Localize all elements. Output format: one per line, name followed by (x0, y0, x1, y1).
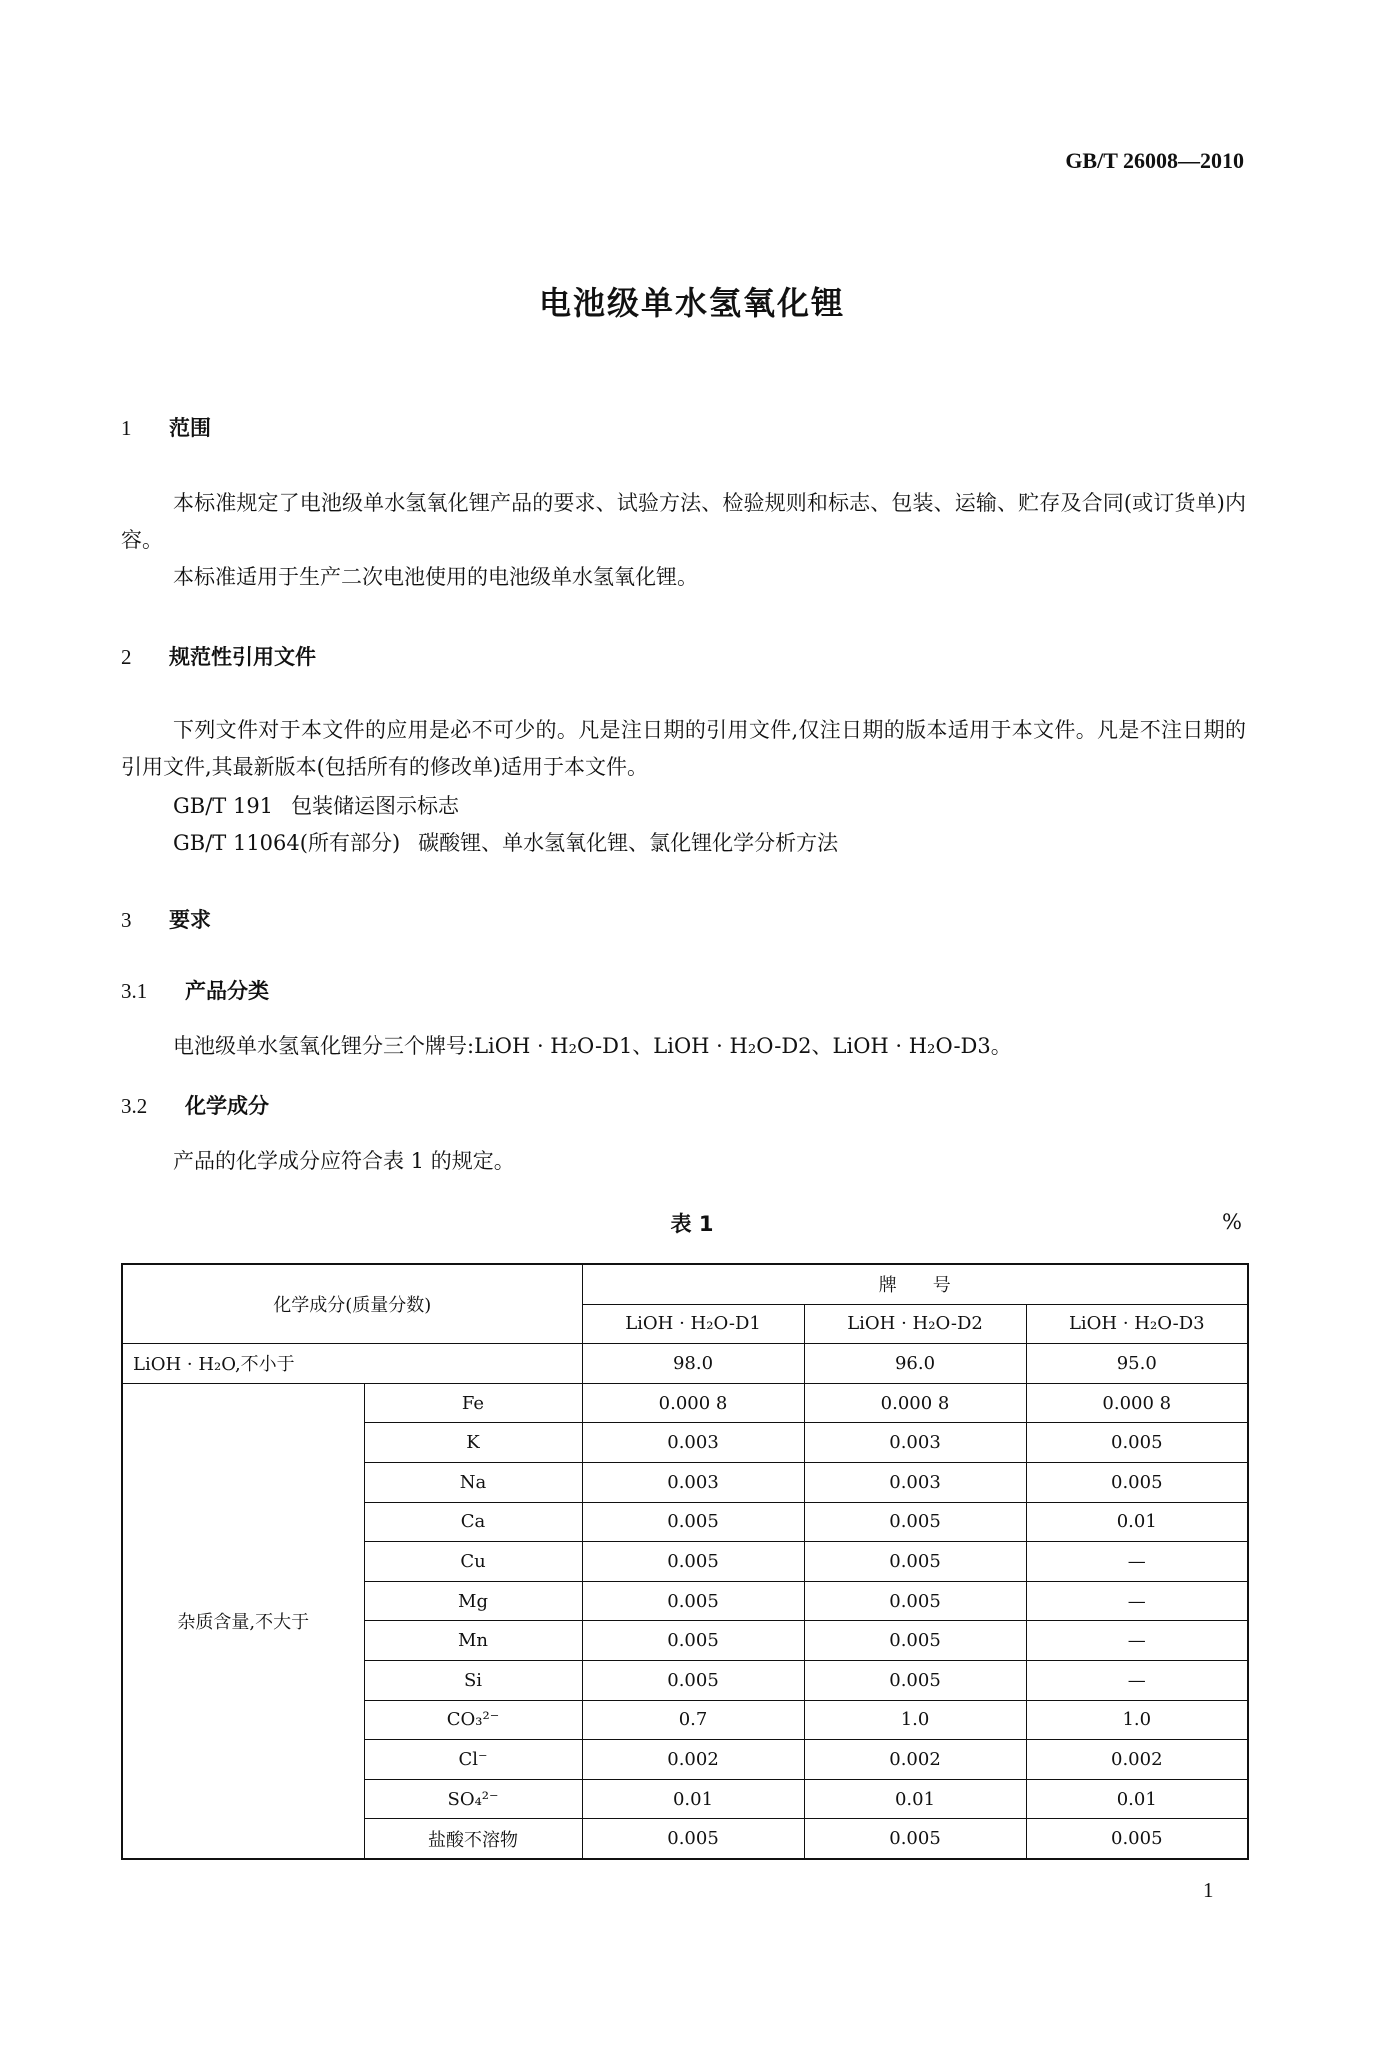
section-number: 3.1 (121, 979, 148, 1003)
impurity-name: Mn (364, 1621, 582, 1661)
table-cell: 0.003 (804, 1423, 1026, 1463)
header-component: 化学成分(质量分数) (122, 1264, 582, 1344)
table-cell: 0.005 (1026, 1423, 1248, 1463)
table-cell: 1.0 (1026, 1700, 1248, 1740)
table-cell: 96.0 (804, 1344, 1026, 1384)
table-cell: 0.005 (804, 1621, 1026, 1661)
table-unit: % (1222, 1210, 1242, 1234)
table-cell: 0.005 (804, 1660, 1026, 1700)
impurity-name: CO₃²⁻ (364, 1700, 582, 1740)
table-cell: 0.01 (1026, 1502, 1248, 1542)
reference-code: GB/T 11064(所有部分) (173, 831, 401, 855)
impurity-name: Cl⁻ (364, 1740, 582, 1780)
grade-d3: LiOH · H₂O-D3 (1026, 1304, 1248, 1344)
reference-title: 碳酸锂、单水氢氧化锂、氯化锂化学分析方法 (418, 831, 839, 855)
impurity-name: Cu (364, 1542, 582, 1582)
table-cell: 0.005 (582, 1542, 804, 1582)
table-cell: 0.005 (582, 1581, 804, 1621)
impurity-name: 盐酸不溶物 (364, 1819, 582, 1859)
table-cell: 0.002 (1026, 1740, 1248, 1780)
table-cell: 0.003 (804, 1462, 1026, 1502)
table-cell: 0.003 (582, 1462, 804, 1502)
section-title: 要求 (169, 908, 211, 932)
table-caption: 表 1 (670, 1212, 714, 1236)
section-title: 规范性引用文件 (169, 645, 316, 669)
table-cell: 0.005 (804, 1542, 1026, 1582)
section-3-1-heading (121, 975, 269, 1005)
section-title: 化学成分 (185, 1094, 269, 1118)
section-3-heading (121, 904, 211, 934)
table-cell: 0.005 (1026, 1462, 1248, 1502)
table-cell: — (1026, 1581, 1248, 1621)
table-cell: 0.7 (582, 1700, 804, 1740)
reference-item (173, 827, 838, 857)
reference-code: GB/T 191 (173, 794, 274, 818)
table-cell: — (1026, 1660, 1248, 1700)
table-row (122, 1344, 1248, 1384)
table-cell: — (1026, 1542, 1248, 1582)
impurity-name: Si (364, 1660, 582, 1700)
section-3-2-paragraph: 产品的化学成分应符合表 1 的规定。 (173, 1149, 515, 1173)
impurity-label: 杂质含量,不大于 (122, 1383, 364, 1859)
impurity-name: K (364, 1423, 582, 1463)
grade-d2: LiOH · H₂O-D2 (804, 1304, 1026, 1344)
table-cell: 0.005 (582, 1621, 804, 1661)
table-cell: 0.005 (582, 1660, 804, 1700)
section-number: 3.2 (121, 1094, 148, 1118)
impurity-name: Fe (364, 1383, 582, 1423)
table-cell: 0.005 (582, 1502, 804, 1542)
section-3-2-heading (121, 1090, 269, 1120)
table-cell: 0.01 (1026, 1779, 1248, 1819)
section-title: 范围 (169, 416, 211, 440)
table-cell: 0.01 (804, 1779, 1026, 1819)
table-cell: 0.000 8 (1026, 1383, 1248, 1423)
table-cell: 0.002 (804, 1740, 1026, 1780)
header-grade: 牌 号 (582, 1264, 1248, 1304)
section-1-paragraph-2: 本标准适用于生产二次电池使用的电池级单水氢氧化锂。 (173, 565, 698, 589)
table-cell: 98.0 (582, 1344, 804, 1384)
main-content-label: LiOH · H₂O,不小于 (122, 1344, 582, 1384)
table-cell: 0.005 (804, 1819, 1026, 1859)
section-number: 1 (121, 416, 132, 440)
impurity-name: Mg (364, 1581, 582, 1621)
table-cell: 0.000 8 (582, 1383, 804, 1423)
reference-item (173, 790, 459, 820)
table-cell: — (1026, 1621, 1248, 1661)
section-number: 2 (121, 645, 132, 669)
impurity-name: Ca (364, 1502, 582, 1542)
table-cell: 0.000 8 (804, 1383, 1026, 1423)
table-cell: 95.0 (1026, 1344, 1248, 1384)
table-cell: 0.005 (1026, 1819, 1248, 1859)
section-3-1-paragraph: 电池级单水氢氧化锂分三个牌号:LiOH · H₂O-D1、LiOH · H₂O-D2、LiOH · H₂O-D3。 (173, 1034, 1012, 1058)
table-cell: 0.005 (582, 1819, 804, 1859)
table-cell: 0.003 (582, 1423, 804, 1463)
page-number: 1 (1203, 1878, 1214, 1902)
section-1-heading (121, 412, 211, 442)
section-2-paragraph-1: 下列文件对于本文件的应用是必不可少的。凡是注日期的引用文件,仅注日期的版本适用于本文件。凡是不注日期的引用文件,其最新版本(包括所有的修改单)适用于本文件。 (121, 718, 1246, 779)
table-cell: 1.0 (804, 1700, 1026, 1740)
table-cell: 0.005 (804, 1502, 1026, 1542)
table-cell: 0.005 (804, 1581, 1026, 1621)
impurity-name: Na (364, 1462, 582, 1502)
table-row (122, 1383, 1248, 1423)
document-title: 电池级单水氢氧化锂 (538, 284, 845, 322)
chemical-composition-table (121, 1263, 1249, 1860)
table-cell: 0.01 (582, 1779, 804, 1819)
grade-d1: LiOH · H₂O-D1 (582, 1304, 804, 1344)
section-number: 3 (121, 908, 132, 932)
table-header-row (122, 1264, 1248, 1304)
section-title: 产品分类 (185, 979, 269, 1003)
section-1-paragraph-1: 本标准规定了电池级单水氢氧化锂产品的要求、试验方法、检验规则和标志、包装、运输、贮存及合同(或订货单)内容。 (121, 491, 1246, 552)
standard-number: GB/T 26008—2010 (1065, 148, 1244, 173)
table-cell: 0.002 (582, 1740, 804, 1780)
section-2-heading (121, 641, 316, 671)
reference-title: 包装储运图示标志 (291, 794, 460, 818)
impurity-name: SO₄²⁻ (364, 1779, 582, 1819)
